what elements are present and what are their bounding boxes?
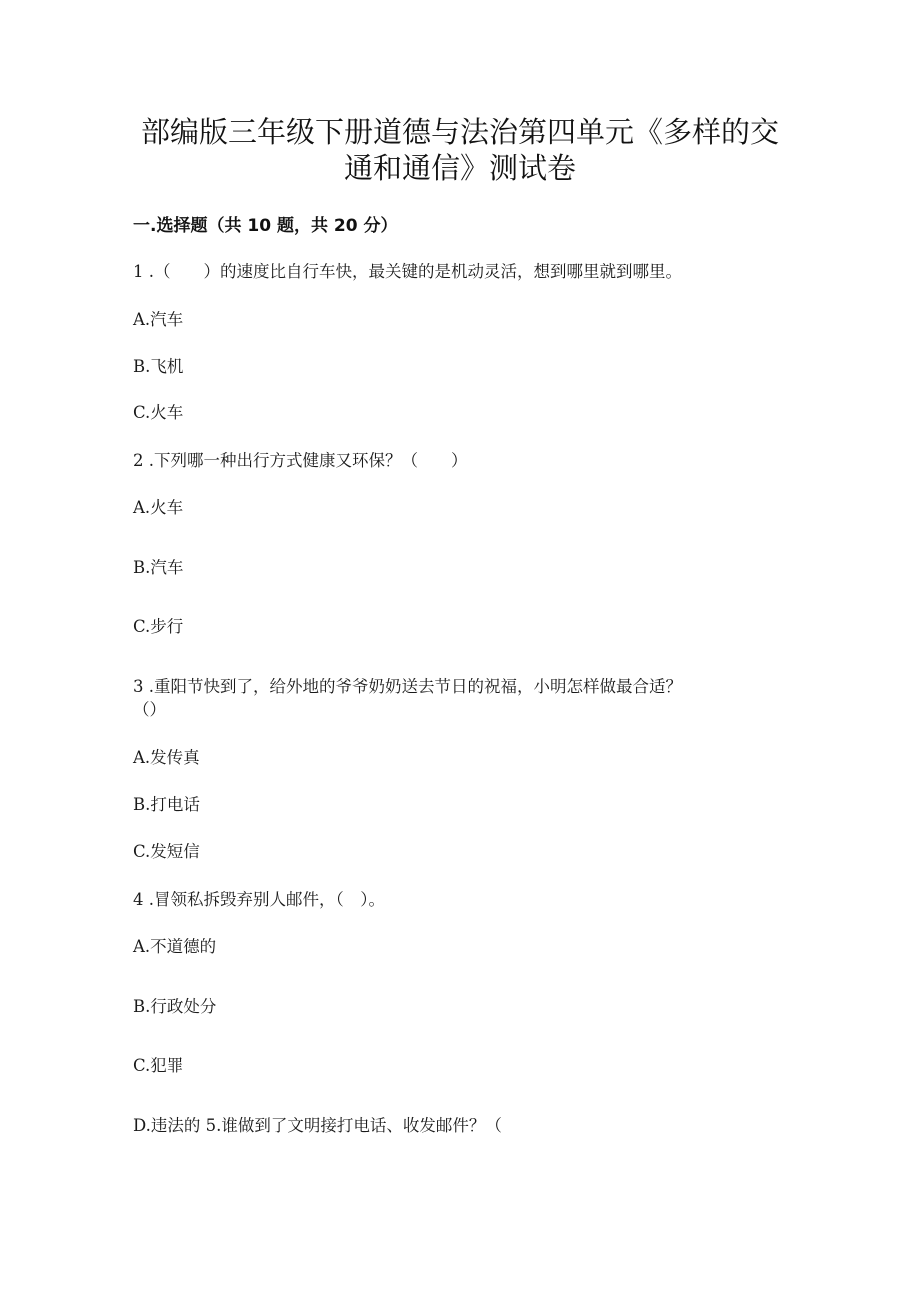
question-1-option-c: C.火车 (133, 403, 184, 422)
question-1-stem: 1 .（ ）的速度比自行车快，最关键的是机动灵活，想到哪里就到哪里。 (133, 262, 682, 281)
question-4-option-d: D.违法的 5.谁做到了文明接打电话、收发邮件？（ (133, 1116, 502, 1135)
page-title-line-2: 通和通信》测试卷 (343, 151, 576, 185)
question-3-option-b: B.打电话 (133, 795, 200, 814)
question-2-stem: 2 .下列哪一种出行方式健康又环保？（ ） (133, 451, 468, 470)
question-3-stem: 3 .重阳节快到了，给外地的爷爷奶奶送去节日的祝福，小明怎样做最合适？ (133, 677, 682, 696)
question-2-option-b: B.汽车 (133, 558, 184, 577)
page-title-line-1: 部编版三年级下册道德与法治第四单元《多样的交 (140, 115, 779, 149)
question-1-option-b: B.飞机 (133, 357, 184, 376)
question-4-option-c: C.犯罪 (133, 1056, 184, 1075)
question-3-option-a: A.发传真 (133, 748, 200, 767)
question-4-option-b: B.行政处分 (133, 997, 217, 1016)
question-2-option-c: C.步行 (133, 617, 184, 636)
question-1-option-a: A.汽车 (133, 310, 184, 329)
question-3-option-c: C.发短信 (133, 842, 200, 861)
question-2-option-a: A.火车 (133, 498, 184, 517)
section-header: 一.选择题（共 10 题，共 20 分） (133, 216, 398, 236)
question-3-stem-continued: （） (133, 700, 166, 719)
question-4-option-a: A.不道德的 (133, 937, 217, 956)
question-4-stem: 4 .冒领私拆毁弃别人邮件，（ ）。 (133, 890, 385, 909)
